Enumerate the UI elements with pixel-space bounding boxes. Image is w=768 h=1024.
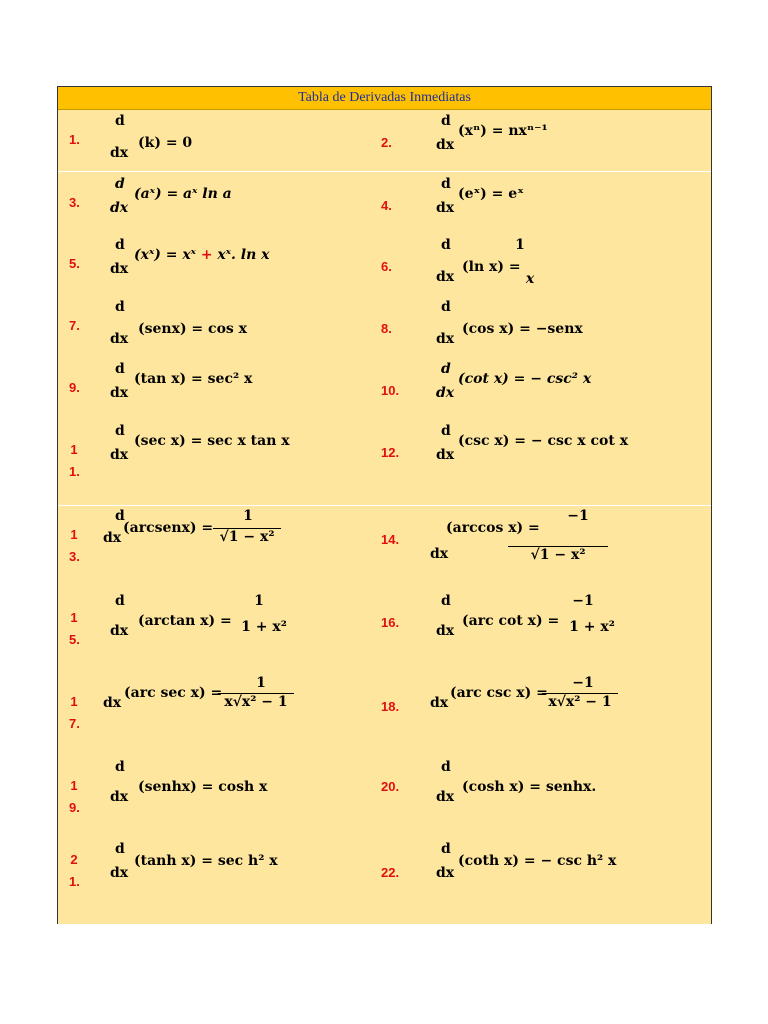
formula-number: 22. bbox=[381, 865, 400, 880]
d-numerator: d bbox=[115, 361, 125, 377]
d-numerator: d bbox=[115, 237, 125, 253]
formula-expression: (cos x) = −senx bbox=[462, 321, 583, 337]
fraction-numerator: 1 bbox=[243, 508, 253, 524]
formula-number: 9. bbox=[69, 380, 80, 395]
formula-number: 4. bbox=[381, 198, 392, 213]
table-row bbox=[58, 233, 711, 295]
d-numerator: d bbox=[441, 113, 451, 129]
formula-expression: (csc x) = − csc x cot x bbox=[458, 433, 629, 449]
dx-denominator: dx bbox=[436, 447, 455, 463]
formula-part: xˣ. ln x bbox=[212, 247, 270, 263]
dx-denominator: dx bbox=[436, 385, 455, 401]
d-numerator: d bbox=[441, 361, 451, 377]
dx-denominator: dx bbox=[436, 865, 455, 881]
formula-number: 2. bbox=[381, 135, 392, 150]
formula-expression: (arc cot x) = bbox=[462, 613, 560, 629]
d-numerator: d bbox=[441, 423, 451, 439]
d-numerator: d bbox=[115, 508, 125, 524]
dx-denominator: dx bbox=[110, 331, 129, 347]
fraction-denominator: x√x² − 1 bbox=[542, 693, 618, 710]
formula-expression: (coth x) = − csc h² x bbox=[458, 853, 617, 869]
formula-number: 14. bbox=[381, 532, 400, 547]
formula-number: 6. bbox=[381, 259, 392, 274]
dx-denominator: dx bbox=[110, 447, 129, 463]
d-numerator: d bbox=[115, 113, 125, 129]
dx-denominator: dx bbox=[436, 269, 455, 285]
formula-expression: (cot x) = − csc² x bbox=[458, 371, 592, 387]
fraction-numerator: −1 bbox=[572, 593, 594, 609]
dx-denominator: dx bbox=[110, 145, 129, 161]
fraction-numerator: −1 bbox=[567, 508, 589, 524]
dx-denominator: dx bbox=[430, 546, 449, 562]
formula-expression: (xⁿ) = nxⁿ⁻¹ bbox=[458, 123, 548, 139]
formula-number: 21. bbox=[69, 852, 80, 889]
formula-number: 18. bbox=[381, 699, 400, 714]
d-numerator: d bbox=[115, 841, 125, 857]
formula-expression: (aˣ) = aˣ ln a bbox=[134, 186, 232, 202]
formula-expression: (arccos x) = bbox=[446, 520, 540, 536]
table-title: Tabla de Derivadas Inmediatas bbox=[58, 87, 711, 110]
fraction-denominator: 1 + x² bbox=[241, 619, 287, 635]
d-numerator: d bbox=[441, 593, 451, 609]
formula-number: 17. bbox=[69, 694, 80, 731]
dx-denominator: dx bbox=[436, 789, 455, 805]
d-numerator: d bbox=[441, 299, 451, 315]
d-numerator: d bbox=[115, 176, 125, 192]
table-row bbox=[58, 109, 711, 171]
dx-denominator: dx bbox=[436, 623, 455, 639]
table-row bbox=[58, 841, 711, 925]
formula-number: 11. bbox=[69, 442, 80, 479]
formula-expression: (eˣ) = eˣ bbox=[458, 186, 524, 202]
formula-expression: (arc csc x) = bbox=[450, 685, 548, 701]
formula-number: 3. bbox=[69, 195, 80, 210]
d-numerator: d bbox=[115, 423, 125, 439]
formula-number: 1. bbox=[69, 132, 80, 147]
formula-expression: (cosh x) = senhx. bbox=[462, 779, 597, 795]
formula-expression bbox=[134, 247, 270, 263]
formula-number: 20. bbox=[381, 779, 400, 794]
formula-expression: (ln x) = bbox=[462, 259, 521, 275]
formula-part: (xˣ) = xˣ bbox=[134, 247, 201, 263]
d-numerator: d bbox=[441, 841, 451, 857]
formula-expression: (senhx) = cosh x bbox=[138, 779, 268, 795]
table-row bbox=[58, 357, 711, 419]
table-row bbox=[58, 419, 711, 505]
fraction-numerator: −1 bbox=[572, 675, 594, 691]
table-row bbox=[58, 589, 711, 673]
fraction-denominator: x bbox=[525, 271, 535, 287]
formula-expression: (sec x) = sec x tan x bbox=[134, 433, 290, 449]
dx-denominator: dx bbox=[436, 200, 455, 216]
dx-denominator: dx bbox=[110, 200, 129, 216]
fraction-numerator: 1 bbox=[254, 593, 264, 609]
fraction-numerator: 1 bbox=[515, 237, 525, 253]
dx-denominator: dx bbox=[110, 865, 129, 881]
table-row bbox=[58, 505, 711, 590]
formula-expression: (arcsenx) = bbox=[123, 520, 214, 536]
dx-denominator: dx bbox=[110, 385, 129, 401]
table-row bbox=[58, 673, 711, 757]
table-row bbox=[58, 757, 711, 841]
formula-number: 5. bbox=[69, 256, 80, 271]
fraction-denominator: √1 − x² bbox=[213, 528, 281, 545]
formula-expression: (k) = 0 bbox=[138, 135, 193, 151]
dx-denominator: dx bbox=[103, 695, 122, 711]
dx-denominator: dx bbox=[436, 331, 455, 347]
formula-number: 19. bbox=[69, 778, 80, 815]
dx-denominator: dx bbox=[110, 623, 129, 639]
fraction-denominator: √1 − x² bbox=[508, 546, 608, 563]
d-numerator: d bbox=[441, 176, 451, 192]
derivatives-table bbox=[57, 86, 712, 924]
formula-expression: (tanh x) = sec h² x bbox=[134, 853, 278, 869]
formula-expression: (arctan x) = bbox=[138, 613, 232, 629]
formula-expression: (tan x) = sec² x bbox=[134, 371, 253, 387]
formula-number: 16. bbox=[381, 615, 400, 630]
formula-number: 12. bbox=[381, 445, 400, 460]
d-numerator: d bbox=[441, 759, 451, 775]
formula-expression: (senx) = cos x bbox=[138, 321, 248, 337]
formula-number: 7. bbox=[69, 318, 80, 333]
formula-number: 10. bbox=[381, 383, 400, 398]
formula-expression: (arc sec x) = bbox=[124, 685, 223, 701]
d-numerator: d bbox=[115, 593, 125, 609]
dx-denominator: dx bbox=[436, 137, 455, 153]
d-numerator: d bbox=[115, 759, 125, 775]
dx-denominator: dx bbox=[110, 789, 129, 805]
plus-sign: + bbox=[200, 247, 213, 263]
formula-number: 8. bbox=[381, 321, 392, 336]
dx-denominator: dx bbox=[430, 695, 449, 711]
formula-number: 15. bbox=[69, 610, 80, 647]
table-row bbox=[58, 295, 711, 357]
table-row bbox=[58, 171, 711, 234]
dx-denominator: dx bbox=[103, 530, 122, 546]
fraction-numerator: 1 bbox=[256, 675, 266, 691]
d-numerator: d bbox=[115, 299, 125, 315]
fraction-denominator: 1 + x² bbox=[569, 619, 615, 635]
fraction-denominator: x√x² − 1 bbox=[218, 693, 294, 710]
formula-number: 13. bbox=[69, 527, 80, 564]
d-numerator: d bbox=[441, 237, 451, 253]
dx-denominator: dx bbox=[110, 261, 129, 277]
